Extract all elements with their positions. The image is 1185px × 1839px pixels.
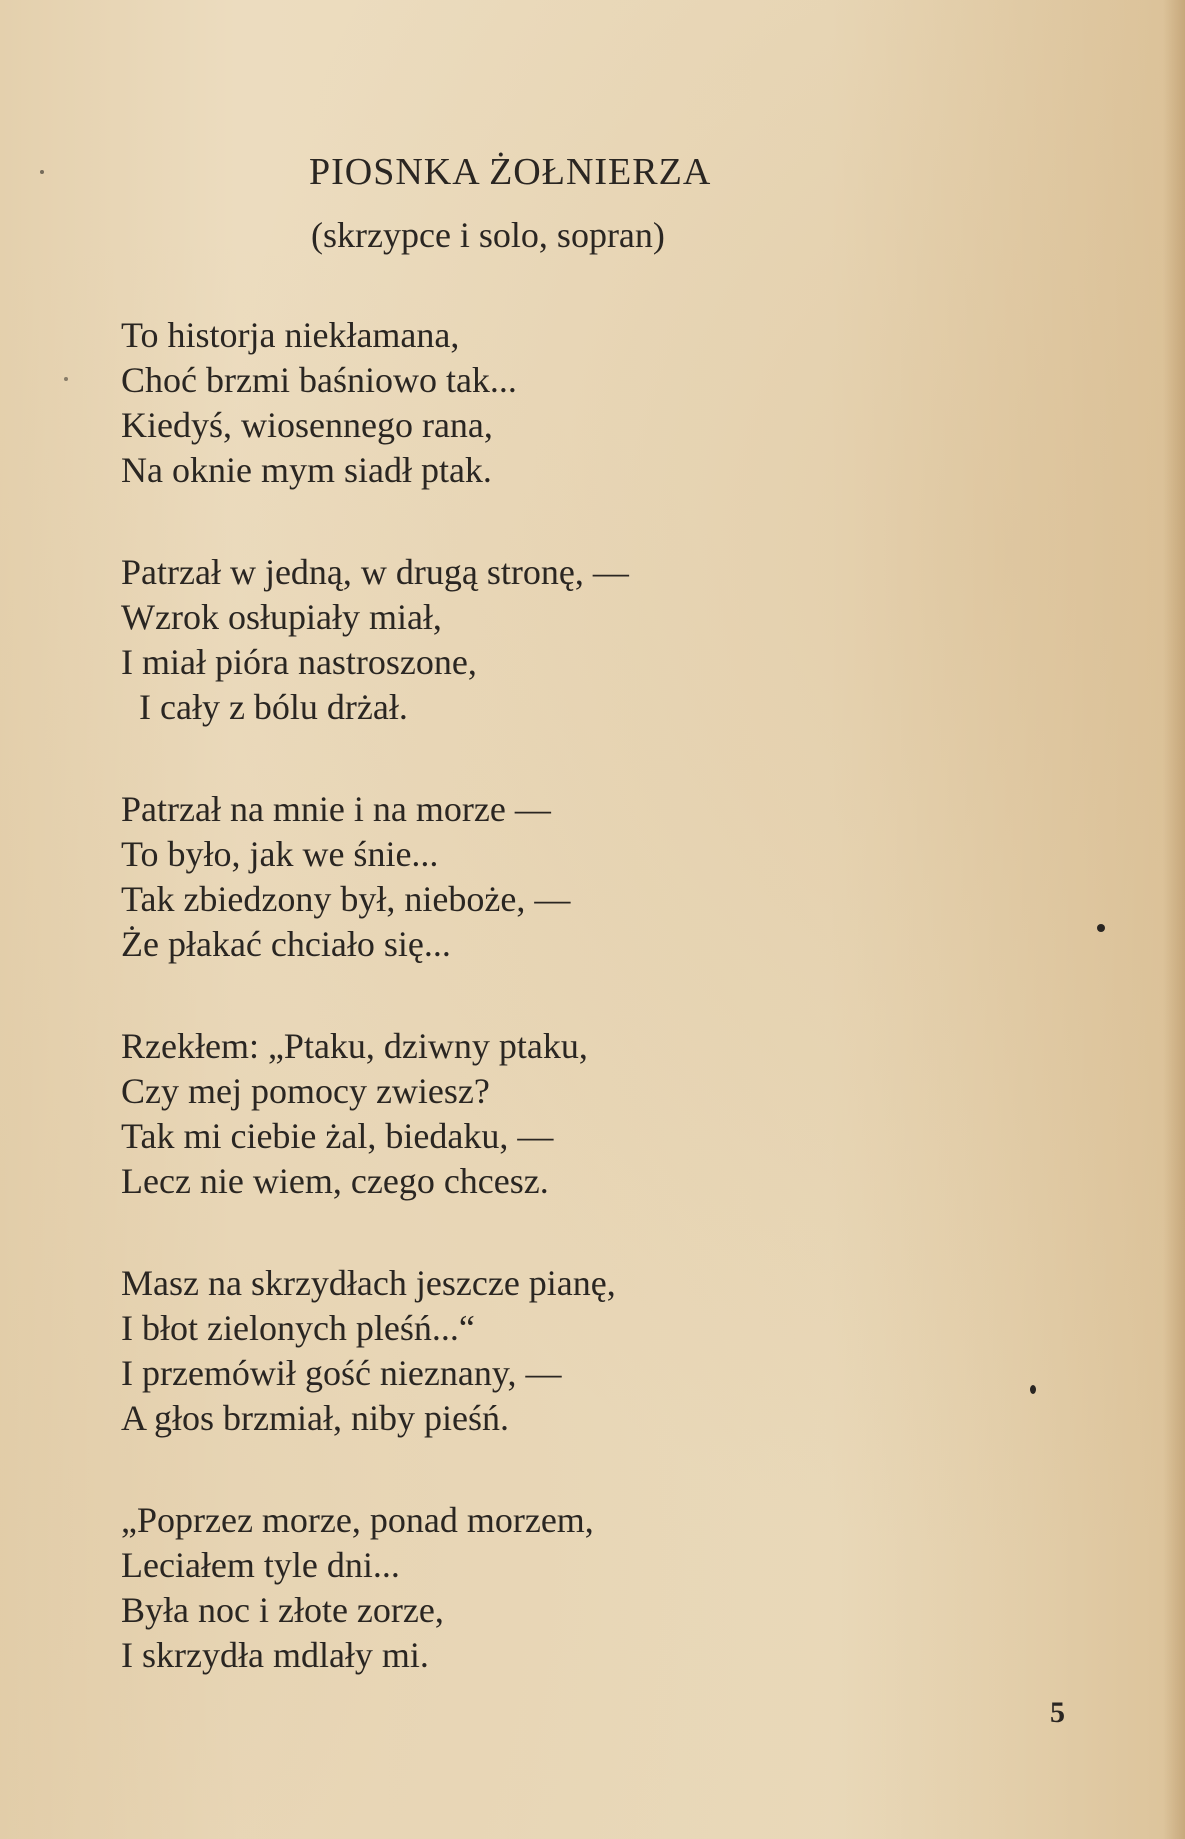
verse-line: „Poprzez morze, ponad morzem,: [121, 1500, 594, 1540]
verse-line: Leciałem tyle dni...: [121, 1545, 400, 1585]
page-edge-shadow: [1163, 0, 1185, 1839]
stanza-5: [121, 1261, 1021, 1441]
verse-line: Na oknie mym siadł ptak.: [121, 450, 492, 490]
stanza-4: [121, 1024, 1021, 1204]
verse-line: I błot zielonych pleśń...“: [121, 1308, 475, 1348]
verse-line: I cały z bólu drżał.: [139, 687, 408, 727]
verse-line: I miał pióra nastroszone,: [121, 642, 477, 682]
verse-line: Patrzał w jedną, w drugą stronę, —: [121, 552, 629, 592]
ink-speck: [1030, 1385, 1036, 1394]
verse-line: I przemówił gość nieznany, —: [121, 1353, 562, 1393]
page-number: 5: [1050, 1696, 1065, 1729]
verse-line: Była noc i złote zorze,: [121, 1590, 444, 1630]
verse-line: Czy mej pomocy zwiesz?: [121, 1071, 490, 1111]
verse-line: A głos brzmiał, niby pieśń.: [121, 1398, 509, 1438]
verse-line: Wzrok osłupiały miał,: [121, 597, 442, 637]
verse-line: Rzekłem: „Ptaku, dziwny ptaku,: [121, 1026, 588, 1066]
verse-line: Tak mi ciebie żal, biedaku, —: [121, 1116, 554, 1156]
stanza-2: [121, 550, 1021, 730]
poem-title: PIOSNKA ŻOŁNIERZA: [309, 151, 712, 193]
stanza-1: [121, 313, 1021, 493]
verse-line: Patrzał na mnie i na morze —: [121, 789, 551, 829]
ink-speck: [1097, 924, 1105, 932]
poem-subtitle: (skrzypce i solo, sopran): [311, 215, 665, 255]
verse-line: Masz na skrzydłach jeszcze pianę,: [121, 1263, 616, 1303]
stanza-6: [121, 1498, 1021, 1678]
verse-line: Tak zbiedzony był, nieboże, —: [121, 879, 571, 919]
ink-speck: [64, 377, 68, 381]
verse-line: Że płakać chciało się...: [121, 924, 451, 964]
verse-line: Kiedyś, wiosennego rana,: [121, 405, 493, 445]
verse-line: Choć brzmi baśniowo tak...: [121, 360, 517, 400]
poem-body: [121, 313, 1021, 1735]
verse-line: I skrzydła mdlały mi.: [121, 1635, 429, 1675]
verse-line: Lecz nie wiem, czego chcesz.: [121, 1161, 549, 1201]
verse-line: To było, jak we śnie...: [121, 834, 439, 874]
ink-speck: [40, 170, 44, 174]
stanza-3: [121, 787, 1021, 967]
verse-line: To historja niekłamana,: [121, 315, 460, 355]
